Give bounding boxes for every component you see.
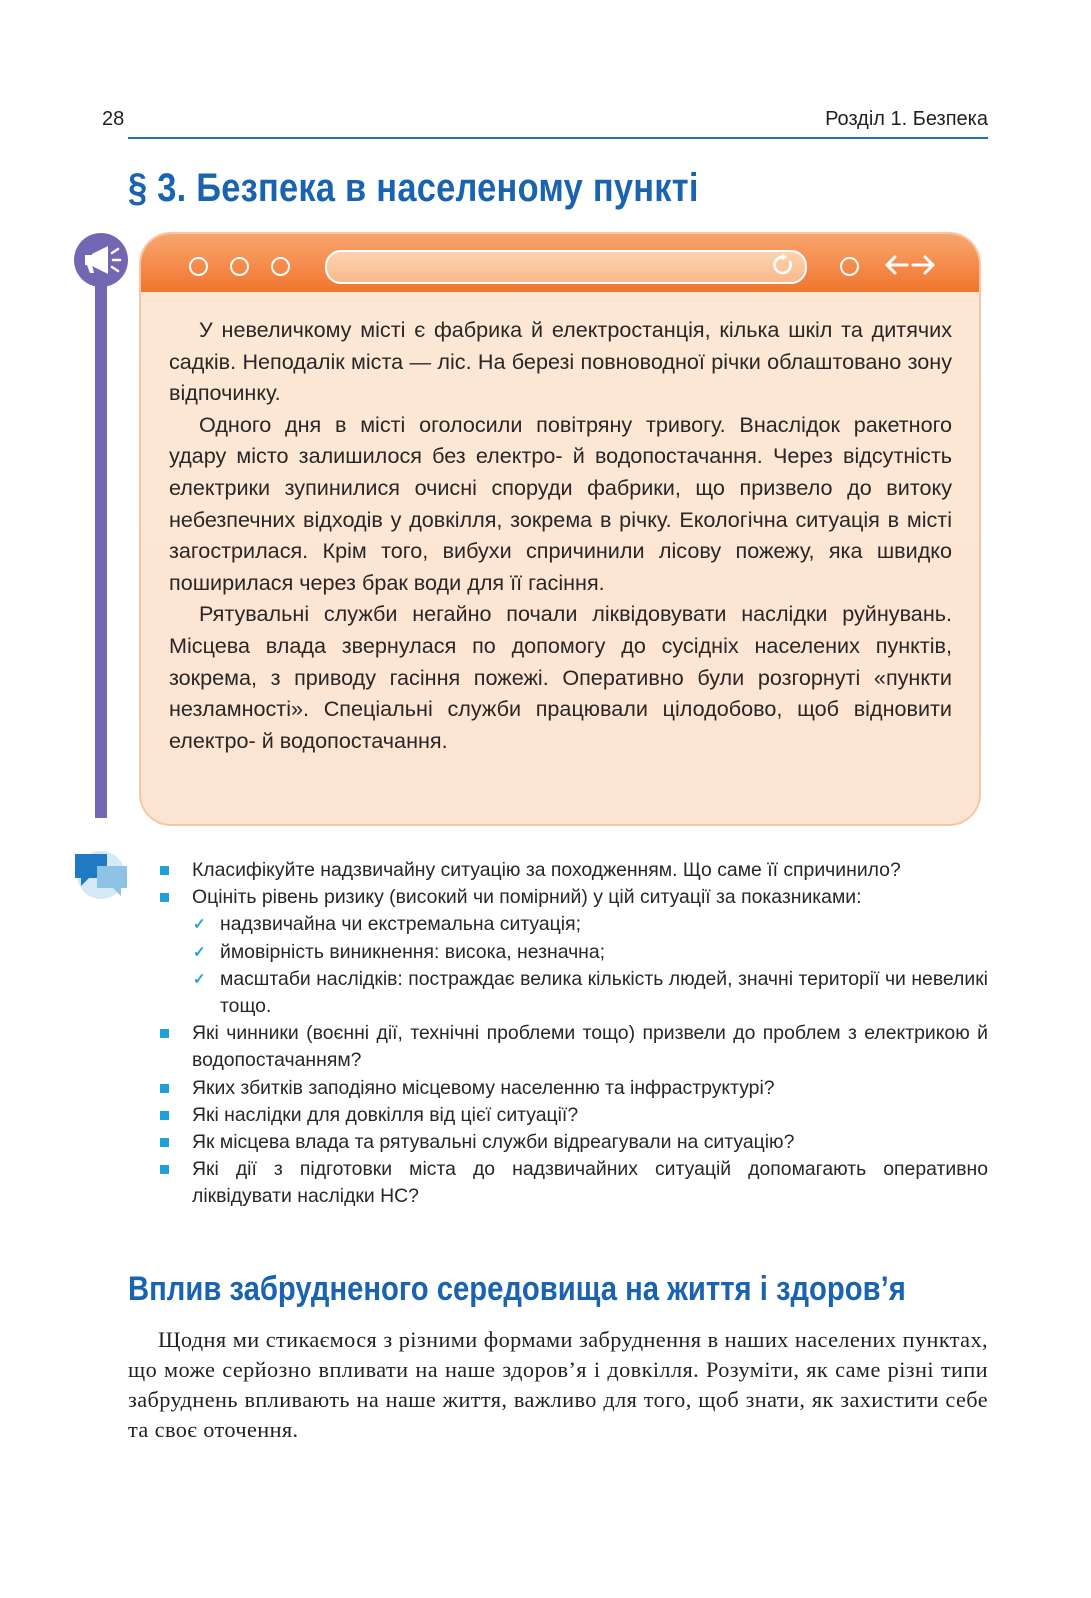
risk-criteria-list xyxy=(192,911,988,1020)
criteria-text: ймовірність виникнення: висока, незначна; xyxy=(220,940,606,963)
question-text: Яких збитків заподіяно місцевому населенню та інфраструктурі? xyxy=(192,1076,775,1099)
square-bullet-icon xyxy=(160,1111,169,1120)
criteria-text: масштаби наслідків: постраждає велика кількість людей, значні території чи невеликі тощо. xyxy=(220,967,988,1018)
question-text: Класифікуйте надзвичайну ситуацію за походженням. Що саме її спричинило? xyxy=(192,859,901,881)
subsection-title: Вплив забрудненого середовища на життя і здоров’я xyxy=(128,1270,906,1308)
discussion-icon xyxy=(73,850,129,900)
criteria-text: надзвичайна чи екстремальна ситуація; xyxy=(220,913,581,936)
body-paragraph: Щодня ми стикаємося з різними формами забруднення в наших населених пунктах, що може серйозно впливати на наше здоров’я і довкілля. Розуміти, як саме різні типи забруднень впливають на наше життя, важливо для того, щоб знати, як захистити себе та своє оточення. xyxy=(128,1327,988,1442)
story-text xyxy=(169,314,952,756)
square-bullet-icon xyxy=(160,866,169,875)
window-dot-icon xyxy=(840,257,859,276)
check-icon: ✓ xyxy=(193,916,206,934)
question-text: Які чинники (воєнні дії, технічні проблеми тощо) призвели до проблем з електрикою й водопостачанням? xyxy=(192,1022,988,1072)
page-number: 28 xyxy=(102,108,125,130)
criteria-item xyxy=(192,966,988,1020)
megaphone-badge xyxy=(74,233,128,287)
megaphone-icon xyxy=(74,233,128,287)
section-title: § 3. Безпека в населеному пункті xyxy=(128,166,699,210)
square-bullet-icon xyxy=(160,1165,169,1174)
criteria-item xyxy=(192,911,988,938)
reload-icon xyxy=(771,253,795,277)
header-rule xyxy=(128,137,988,139)
square-bullet-icon xyxy=(160,1029,169,1038)
address-field xyxy=(325,250,807,284)
square-bullet-icon xyxy=(160,893,169,902)
side-bar xyxy=(95,270,107,818)
question-item xyxy=(160,1156,988,1210)
check-icon: ✓ xyxy=(193,943,206,961)
story-browser-frame xyxy=(139,232,981,826)
questions-list xyxy=(160,857,988,1211)
question-text: Які дії з підготовки міста до надзвичайних ситуацій допомагають оперативно ліквідувати наслідки НС? xyxy=(192,1158,988,1208)
question-text: Які наслідки для довкілля від цієї ситуації? xyxy=(192,1103,579,1126)
story-paragraph: Рятувальні служби негайно почали ліквідовувати наслідки руйнувань. Місцева влада звернулася по допомогу до сусідніх населених пунктів, зокрема, з приводу гасіння пожежі. Оперативно були розгорнуті «пункти незламності». Спеціальні служби працювали цілодобово, щоб відновити електро- й водопостачання. xyxy=(169,601,952,753)
window-dot-icon xyxy=(230,257,249,276)
back-forward-arrows-icon xyxy=(883,254,937,276)
question-item xyxy=(160,1102,988,1129)
window-dot-icon xyxy=(271,257,290,276)
criteria-item xyxy=(192,939,988,966)
question-text: Як місцева влада та рятувальні служби відреагували на ситуацію? xyxy=(192,1131,795,1154)
browser-toolbar xyxy=(141,234,979,292)
window-dot-icon xyxy=(189,257,208,276)
question-item xyxy=(160,1020,988,1074)
running-head: Розділ 1. Безпека xyxy=(825,108,988,130)
story-paragraph: Одного дня в місті оголосили повітряну тривогу. Внаслідок ракетного удару місто залишилося без електро- й водопостачання. Через відсутність електрики зупинилися очисні споруди фабрики, що призвело до витоку небезпечних відходів у довкілля, зокрема в річку. Екологічна ситуація в місті загострилася. Крім того, вибухи спричинили лісову пожежу, яка швидко поширилася через брак води для її гасіння. xyxy=(169,411,952,595)
question-text: Оцініть рівень ризику (високий чи помірний) у цій ситуації за показниками: xyxy=(192,886,862,909)
square-bullet-icon xyxy=(160,1138,169,1147)
question-item xyxy=(160,1075,988,1102)
square-bullet-icon xyxy=(160,1084,169,1093)
story-paragraph: У невеличкому місті є фабрика й електростанція, кілька шкіл та дитячих садків. Неподалік міста — ліс. На березі повноводної річки облаштовано зону відпочинку. xyxy=(169,317,952,406)
check-icon: ✓ xyxy=(193,970,206,988)
question-item xyxy=(160,1129,988,1156)
question-item xyxy=(160,857,988,884)
question-item xyxy=(160,884,988,1020)
